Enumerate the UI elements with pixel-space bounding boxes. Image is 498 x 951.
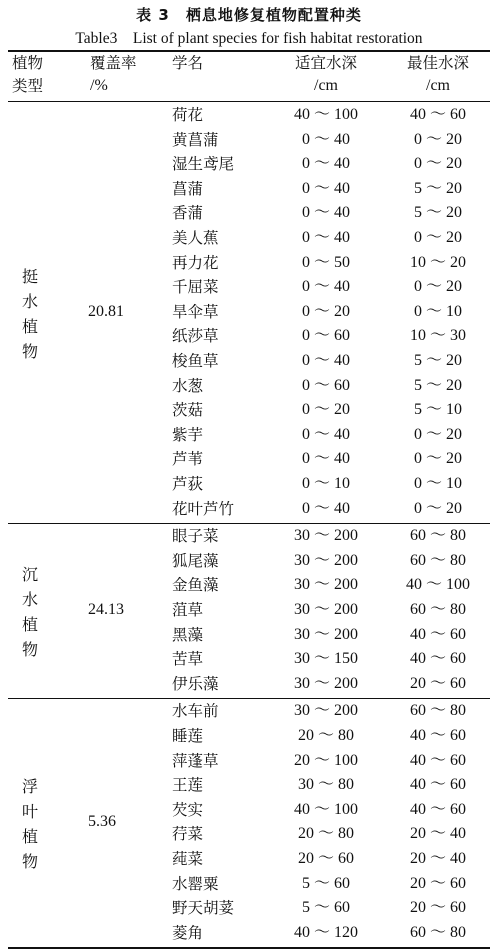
species-name: 萍蓬草 [172, 751, 219, 770]
species-name: 水葱 [172, 376, 204, 395]
header-suitable-line1: 适宜水深 [294, 54, 357, 72]
plant-type-char: 植 [21, 317, 38, 337]
species-name: 黑藻 [172, 625, 204, 644]
best-depth: 60 ～ 80 [409, 601, 466, 618]
bottom-rule [8, 947, 490, 949]
best-depth: 20 ～ 40 [409, 825, 466, 843]
species-name: 荇菜 [172, 825, 204, 844]
suitable-depth: 0 ～ 50 [301, 253, 350, 271]
plant-type-char: 物 [21, 852, 38, 872]
plant-type-char: 植 [21, 615, 38, 635]
species-name: 千屈菜 [172, 278, 219, 297]
suitable-depth: 0 ～ 40 [301, 179, 350, 197]
species-name: 梭鱼草 [172, 352, 219, 370]
suitable-depth: 30 ～ 200 [293, 702, 358, 720]
header-best-line2: /cm [426, 77, 450, 94]
best-depth: 5 ～ 20 [413, 204, 462, 222]
best-depth: 40 ～ 60 [409, 727, 466, 744]
header-type-line1: 植物 [12, 54, 44, 72]
species-name: 狐尾藻 [172, 551, 219, 570]
suitable-depth: 0 ～ 60 [301, 327, 350, 345]
best-depth: 0 ～ 10 [413, 475, 462, 492]
best-depth: 60 ～ 80 [409, 923, 466, 941]
header-type-line2: 类型 [12, 77, 44, 95]
best-depth: 60 ～ 80 [409, 527, 466, 545]
suitable-depth: 20 ～ 60 [297, 850, 354, 867]
suitable-depth: 0 ～ 10 [301, 475, 350, 492]
header-rule [8, 101, 490, 102]
species-name: 花叶芦竹 [172, 499, 235, 518]
best-depth: 5 ～ 10 [413, 401, 462, 419]
suitable-depth: 0 ～ 40 [301, 352, 350, 369]
table-title-cn: 表 3 栖息地修复植物配置种类 [136, 6, 362, 24]
best-depth: 5 ～ 20 [413, 376, 462, 394]
species-name: 莼菜 [172, 850, 204, 868]
suitable-depth: 20 ～ 100 [293, 751, 358, 769]
best-depth: 40 ～ 60 [409, 106, 466, 123]
table-title-en: Table3 List of plant species for fish habitat restoration [75, 30, 423, 47]
species-name: 菱角 [172, 923, 204, 942]
best-depth: 60 ～ 80 [409, 702, 466, 720]
suitable-depth: 20 ～ 80 [297, 727, 354, 744]
suitable-depth: 30 ～ 200 [293, 576, 358, 594]
species-name: 苦草 [172, 650, 204, 669]
plant-type-char: 物 [21, 342, 38, 362]
species-name: 芦荻 [172, 475, 204, 493]
best-depth: 0 ～ 10 [413, 302, 462, 320]
suitable-depth: 5 ～ 60 [301, 874, 350, 892]
suitable-depth: 30 ～ 200 [293, 527, 358, 545]
species-name: 茨菇 [172, 401, 204, 420]
best-depth: 20 ～ 60 [409, 899, 466, 917]
suitable-depth: 0 ～ 40 [301, 229, 350, 246]
suitable-depth: 0 ～ 40 [301, 278, 350, 296]
species-name: 香蒲 [172, 204, 204, 223]
header-cover-line2: /% [90, 77, 108, 94]
species-name: 伊乐藻 [172, 674, 219, 693]
best-depth: 10 ～ 30 [409, 327, 466, 345]
plant-type-char: 叶 [21, 802, 38, 822]
best-depth: 0 ～ 20 [413, 155, 462, 173]
species-name: 王莲 [172, 776, 204, 795]
suitable-depth: 0 ～ 40 [301, 155, 350, 173]
plant-type-char: 浮 [21, 777, 38, 797]
species-name: 野天胡荽 [172, 899, 235, 918]
suitable-depth: 40 ～ 100 [293, 800, 358, 818]
group-divider [8, 698, 490, 699]
best-depth: 40 ～ 60 [409, 751, 466, 769]
best-depth: 0 ～ 20 [413, 425, 462, 443]
species-name: 旱伞草 [172, 302, 219, 321]
suitable-depth: 30 ～ 80 [297, 776, 354, 794]
suitable-depth: 0 ～ 20 [301, 401, 350, 419]
plant-type-char: 植 [21, 827, 38, 847]
suitable-depth: 0 ～ 20 [301, 302, 350, 320]
coverage-value: 24.13 [88, 601, 124, 619]
suitable-depth: 30 ～ 200 [293, 551, 358, 569]
best-depth: 40 ～ 100 [405, 576, 470, 594]
best-depth: 40 ～ 60 [409, 625, 466, 643]
best-depth: 40 ～ 60 [409, 776, 466, 794]
plant-type-char: 挺 [21, 267, 38, 287]
species-name: 紫芋 [172, 425, 204, 444]
best-depth: 60 ～ 80 [409, 551, 466, 569]
header-best-line1: 最佳水深 [406, 54, 469, 72]
suitable-depth: 0 ～ 40 [301, 450, 350, 468]
suitable-depth: 30 ～ 200 [293, 674, 358, 692]
species-name: 金鱼藻 [172, 576, 219, 595]
header-cover-line1: 覆盖率 [90, 54, 137, 72]
plant-type-char: 物 [21, 640, 38, 660]
best-depth: 0 ～ 20 [413, 130, 462, 148]
best-depth: 40 ～ 60 [409, 650, 466, 668]
best-depth: 0 ～ 20 [413, 450, 462, 468]
suitable-depth: 20 ～ 80 [297, 825, 354, 843]
plant-type-char: 水 [21, 292, 38, 312]
species-name: 芦苇 [172, 450, 204, 469]
coverage-value: 5.36 [88, 813, 116, 831]
suitable-depth: 30 ～ 200 [293, 601, 358, 618]
suitable-depth: 40 ～ 120 [293, 923, 358, 941]
species-name: 菖蒲 [172, 179, 204, 198]
suitable-depth: 0 ～ 60 [301, 376, 350, 394]
suitable-depth: 30 ～ 200 [293, 625, 358, 643]
best-depth: 20 ～ 40 [409, 850, 466, 867]
species-name: 菹草 [172, 601, 204, 619]
species-name: 再力花 [172, 253, 219, 272]
suitable-depth: 0 ～ 40 [301, 499, 350, 517]
species-name: 黄菖蒲 [172, 130, 219, 149]
suitable-depth: 0 ～ 40 [301, 204, 350, 222]
best-depth: 0 ～ 20 [413, 278, 462, 296]
species-name: 湿生鸢尾 [172, 155, 235, 174]
group-divider [8, 523, 490, 524]
species-name: 眼子菜 [172, 527, 219, 546]
best-depth: 0 ～ 20 [413, 499, 462, 517]
species-name: 芡实 [172, 800, 204, 819]
best-depth: 5 ～ 20 [413, 352, 462, 369]
species-name: 美人蕉 [172, 229, 219, 247]
plant-type-char: 沉 [21, 565, 38, 585]
species-name: 荷花 [172, 106, 204, 124]
best-depth: 0 ～ 20 [413, 229, 462, 246]
suitable-depth: 30 ～ 150 [293, 650, 358, 668]
best-depth: 10 ～ 20 [409, 253, 466, 271]
species-name: 水罂粟 [172, 874, 219, 893]
suitable-depth: 40 ～ 100 [293, 106, 358, 123]
top-rule [8, 50, 490, 52]
best-depth: 20 ～ 60 [409, 674, 466, 692]
header-suitable-line2: /cm [314, 77, 338, 94]
suitable-depth: 5 ～ 60 [301, 899, 350, 917]
coverage-value: 20.81 [88, 303, 124, 321]
suitable-depth: 0 ～ 40 [301, 130, 350, 148]
species-name: 水车前 [172, 702, 219, 721]
best-depth: 20 ～ 60 [409, 874, 466, 892]
suitable-depth: 0 ～ 40 [301, 425, 350, 443]
header-species: 学名 [172, 54, 204, 72]
species-name: 睡莲 [172, 727, 204, 745]
species-name: 纸莎草 [172, 327, 219, 346]
best-depth: 5 ～ 20 [413, 179, 462, 197]
plant-type-char: 水 [21, 590, 38, 610]
best-depth: 40 ～ 60 [409, 800, 466, 818]
